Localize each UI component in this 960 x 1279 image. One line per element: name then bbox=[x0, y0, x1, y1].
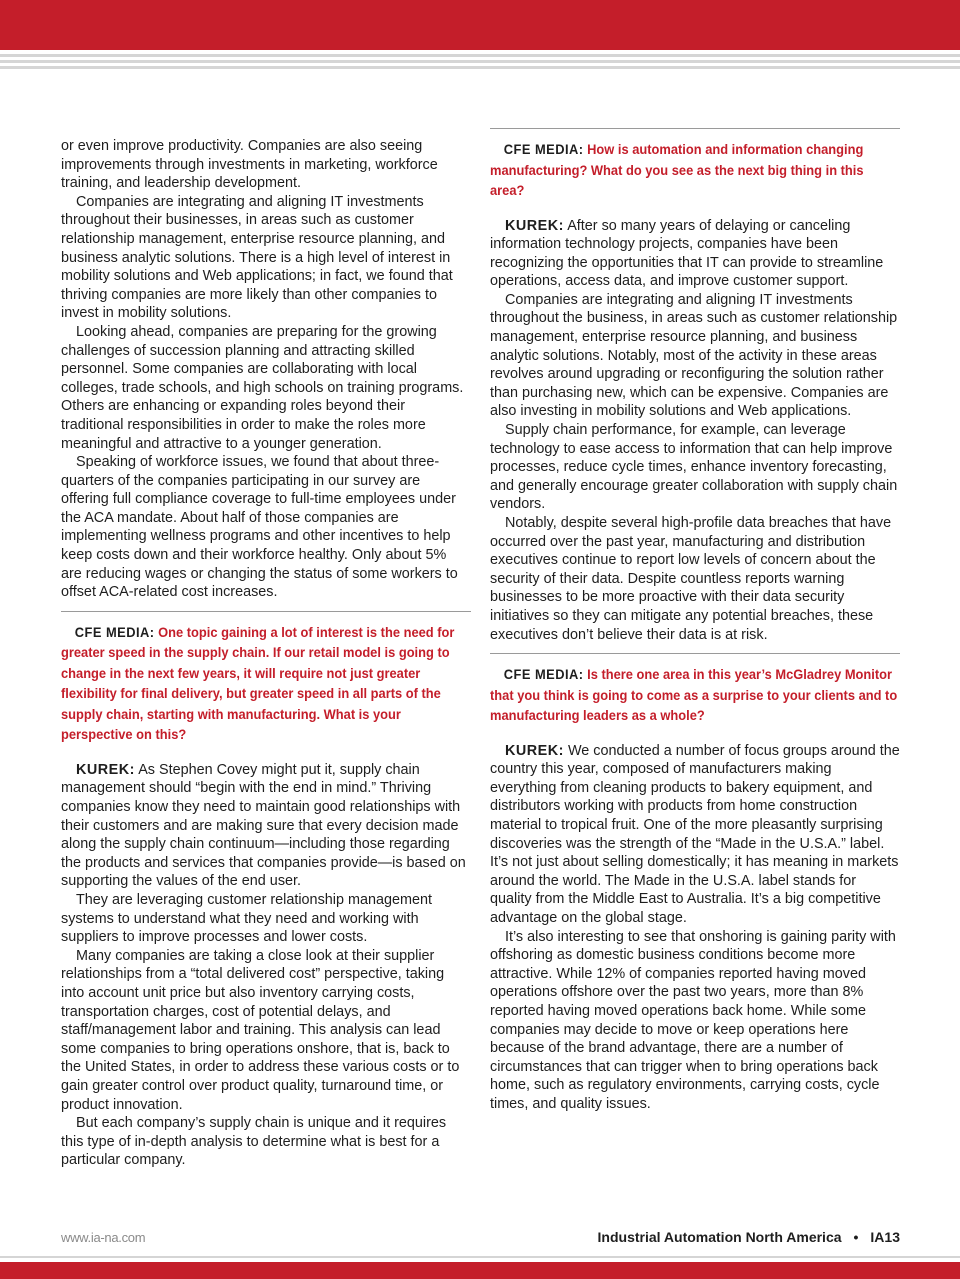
section-divider bbox=[490, 128, 900, 129]
body-paragraph: Looking ahead, companies are preparing for the growing challenges of succession planning and attracting skilled personnel. Some companies are collaborating with local colleges, trade schools, and high schools on training programs. Others are enhancing or expanding roles beyond their traditional responsibilities in order to make the roles more meaningful and attractive to a younger generation. bbox=[61, 323, 464, 452]
answer-label: KUREK: bbox=[505, 742, 564, 759]
footer-publication bbox=[598, 1229, 900, 1245]
footer-red-band bbox=[0, 1262, 960, 1279]
header-stripes bbox=[0, 54, 960, 72]
body-paragraph: Notably, despite several high-profile data breaches that have occurred over the past year, manufacturing and distribution executives continue to report low levels of concern about the security of their data. Despite countless reports warning businesses to be more proactive with their data security initiatives so they can mitigate any potential breaches, these executives don’t believe their data is at risk. bbox=[490, 515, 892, 643]
section-divider bbox=[61, 611, 471, 612]
question-text: Is there one area in this year’s McGladrey Monitor that you think is going to come as a surprise to your clients and to manufacturing leaders as a whole? bbox=[490, 666, 898, 724]
answer-paragraph: KUREK: As Stephen Covey might put it, supply chain management should “begin with the end in mind.” Thriving companies know they need to maintain good relationships with their customers and are making sure that every decision made along the supply chain continuum—including those regarding the products and services that companies provide—is based on supporting the values of the end user. bbox=[61, 761, 466, 890]
page-number: IA13 bbox=[870, 1229, 900, 1245]
footer-url[interactable]: www.ia-na.com bbox=[61, 1230, 146, 1245]
question-text: One topic gaining a lot of interest is the need for greater speed in the supply chain. If our retail model is going to change in the next few years, it will require not just greater flexibility for final delivery, but greater speed in all parts of the supply chain, starting with manufacturing. What is your perspective on this? bbox=[61, 623, 455, 743]
body-paragraph: Companies are integrating and aligning IT investments throughout the business, in areas such as customer relationship management, enterprise resource planning, and business analytic solutions. Notably, most of the activity in these areas revolves around upgrading or reconfiguring the solution rather than purchasing new, which can be expensive. Companies are also investing in mobility solutions and Web applications. bbox=[490, 291, 898, 420]
question-label: CFE MEDIA: bbox=[503, 141, 584, 157]
footer-stripes bbox=[0, 1256, 960, 1260]
publication-name: Industrial Automation North America bbox=[597, 1229, 842, 1245]
body-paragraph: They are leveraging customer relationship management systems to understand what they need and working with suppliers to improve processes and lower costs. bbox=[61, 892, 432, 946]
body-paragraph: Speaking of workforce issues, we found that about three-quarters of the companies participating in our survey are offering full compliance coverage to full-time employees under the ACA mandate. About half of those companies are implementing wellness programs and other incentives to help keep costs down and their workforce healthy. Only about 5% are reducing wages or changing the status of some workers to offset ACA-related cost increases. bbox=[61, 454, 458, 601]
body-paragraph: It’s also interesting to see that onshoring is gaining parity with offshoring as domestic business conditions become more attractive. While 12% of companies reported having moved operations offshore over the past two years, more than 8% reported having moved operations back home. While some companies may decide to move or keep operations here because of the brand advantage, there are a number of circumstances that can trigger when to bring operations back home, such as regulatory environments, carrying costs, cycle times, and quality issues. bbox=[490, 928, 896, 1112]
body-paragraph: or even improve productivity. Companies are also seeing improvements through investments in marketing, workforce training, and leadership development. bbox=[61, 138, 438, 192]
answer-paragraph: KUREK: We conducted a number of focus groups around the country this year, composed of manufacturers making everything from cleaning products to bakery equipment, and distributors working with products from home construction material to tropical fruit. One of the more pleasantly surprising discoveries was the strength of the “Made in the U.S.A.” label. It’s not just about selling domestically; it has meaning in markets around the world. The Made in the U.S.A. label stands for quality from the Middle East to Australia. It’s a big competitive advantage on the global stage. bbox=[490, 742, 900, 926]
body-paragraph: Companies are integrating and aligning IT investments throughout their businesses, in areas such as customer relationship management, enterprise resource planning, and business analytic solutions. There is a high level of interest in mobility solutions and Web applications; in fact, we found that thriving companies are more likely than other companies to invest in mobility solutions. bbox=[61, 193, 453, 322]
interview-question bbox=[61, 622, 470, 745]
answer-label: KUREK: bbox=[76, 761, 135, 778]
interview-question bbox=[490, 139, 899, 201]
footer-separator: • bbox=[853, 1229, 859, 1245]
left-column bbox=[61, 137, 471, 1170]
section-divider bbox=[490, 653, 900, 654]
body-paragraph: Supply chain performance, for example, can leverage technology to ease access to information that can help improve processes, reduce cycle times, enhance inventory forecasting, and generally encourage greater collaboration with supply chain vendors. bbox=[490, 422, 898, 513]
body-paragraph: But each company’s supply chain is unique and it requires this type of in-depth analysis to determine what is best for a particular company. bbox=[61, 1115, 447, 1169]
answer-paragraph: KUREK: After so many years of delaying or canceling information technology projects, companies have been recognizing the opportunities that IT can provide to streamline operations, access data, and improve customer support. bbox=[490, 217, 884, 290]
question-text: How is automation and information changing manufacturing? What do you see as the next big thing in this area? bbox=[490, 141, 864, 198]
right-column bbox=[490, 128, 900, 1114]
body-paragraph: Many companies are taking a close look at their supplier relationships from a “total delivered cost” perspective, taking into account unit price but also inventory carrying costs, transportation charges, cost of potential delays, and staff/management labor and training. This analysis can lead some companies to bring operations onshore, that is, back to the United States, in order to address these various costs or to gain greater control over product quality, turnaround time, or product innovation. bbox=[61, 947, 460, 1113]
interview-question bbox=[490, 664, 899, 726]
header-red-band bbox=[0, 0, 960, 50]
answer-label: KUREK: bbox=[505, 217, 564, 234]
question-label: CFE MEDIA: bbox=[503, 666, 584, 683]
question-label: CFE MEDIA: bbox=[74, 623, 155, 640]
